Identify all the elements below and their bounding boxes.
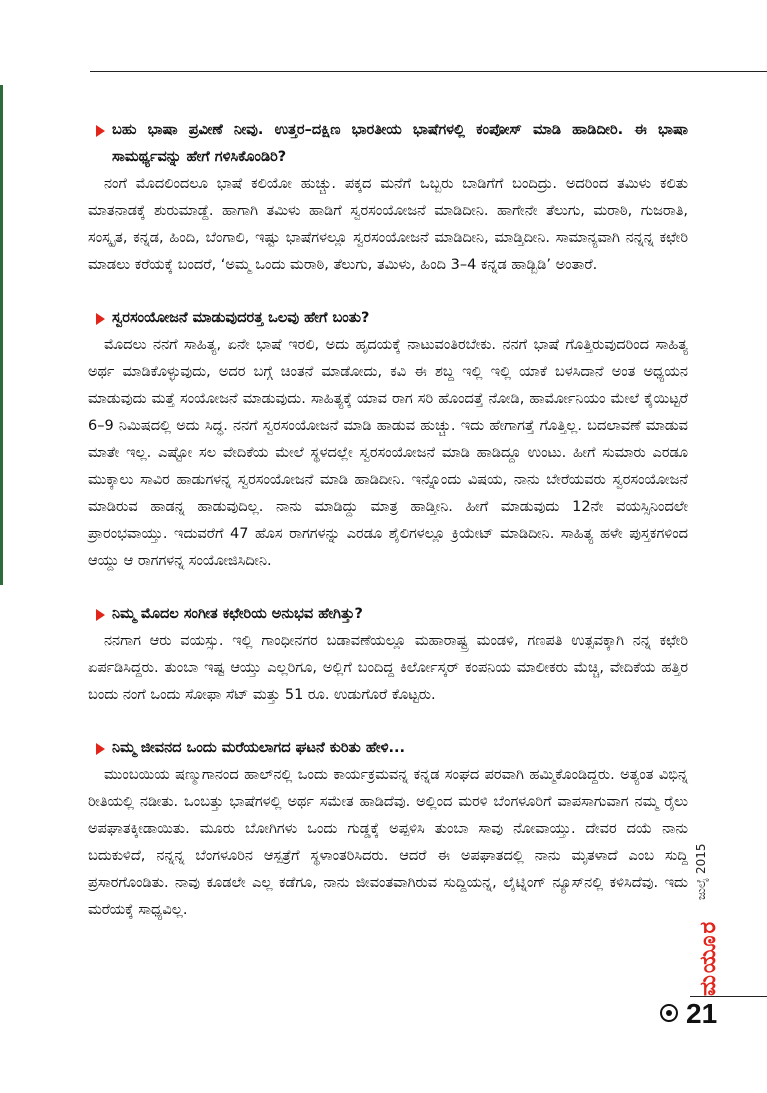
question-text: ಬಹು ಭಾಷಾ ಪ್ರವೀಣೆ ನೀವು. ಉತ್ತರ–ದಕ್ಷಿಣ ಭಾರತೀಯ ಭಾಷೆಗಳಲ್ಲಿ ಕಂಪೋಸ್ ಮಾಡಿ ಹಾಡಿದೀರಿ. ಈ ಭಾಷಾ ಸಾಮರ್ಥ್ಯವನ್ನು ಹೇಗೆ ಗಳಿಸಿಕೊಂಡಿರಿ? — [112, 122, 688, 165]
issue-date: ಜುಲೈ 2015 — [694, 843, 708, 900]
qa-section — [88, 117, 688, 279]
top-rule — [90, 71, 767, 72]
triangle-bullet-icon — [96, 743, 105, 755]
question — [88, 305, 688, 332]
answer-text: ಮೊದಲು ನನಗೆ ಸಾಹಿತ್ಯ, ಏನೇ ಭಾಷೆ ಇರಲಿ, ಅದು ಹೃದಯಕ್ಕೆ ನಾಟುವಂತಿರಬೇಕು. ನನಗೆ ಭಾಷೆ ಗೊತ್ತಿರುವುದರಿಂದ ಸಾಹಿತ್ಯ ಅರ್ಥ ಮಾಡಿಕೊಳ್ಳುವುದು, ಅದರ ಬಗ್ಗೆ ಚಿಂತನೆ ಮಾಡೋದು, ಕವಿ ಈ ಶಬ್ದ ಇಲ್ಲಿ ಇಲ್ಲಿ ಯಾಕೆ ಬಳಸಿದಾನೆ ಅಂತ ಅಧ್ಯಯನ ಮಾಡುವುದು ಮತ್ತೆ ಸಂಯೋಜನೆ ಮಾಡುವುದು. ಸಾಹಿತ್ಯಕ್ಕೆ ಯಾವ ರಾಗ ಸರಿ ಹೊಂದತ್ತೆ ನೋಡಿ, ಹಾರ್ಮೋನಿಯಂ ಮೇಲೆ ಕೈಯಿಟ್ಟರೆ 6–9 ನಿಮಿಷದಲ್ಲಿ ಅದು ಸಿದ್ಧ. ನನಗೆ ಸ್ವರಸಂಯೋಜನೆ ಮಾಡಿ ಹಾಡುವ ಹುಚ್ಚು. ಇದು ಹೇಗಾಗತ್ತೆ ಗೊತ್ತಿಲ್ಲ. ಬದಲಾವಣೆ ಮಾಡುವ ಮಾತೇ ಇಲ್ಲ. ಎಷ್ಟೋ ಸಲ ವೇದಿಕೆಯ ಮೇಲೆ ಸ್ಥಳದಲ್ಲೇ ಸ್ವರಸಂಯೋಜನೆ ಮಾಡಿ ಹಾಡಿದ್ದೂ ಉಂಟು. ಹೀಗೆ ಸುಮಾರು ಎರಡೂ ಮುಕ್ಕಾಲು ಸಾವಿರ ಹಾಡುಗಳನ್ನ ಸ್ವರಸಂಯೋಜನೆ ಮಾಡಿ ಹಾಡಿದೀನಿ. ಇನ್ನೊಂದು ವಿಷಯ, ನಾನು ಬೇರೆಯವರು ಸ್ವರಸಂಯೋಜನೆ ಮಾಡಿರುವ ಹಾಡನ್ನ ಹಾಡುವುದಿಲ್ಲ. ನಾನು ಮಾಡಿದ್ದು ಮಾತ್ರ ಹಾಡ್ತೀನಿ. ಹೀಗೆ ಮಾಡುವುದು 12ನೇ ವಯಸ್ಸಿನಿಂದಲೇ ಪ್ರಾರಂಭವಾಯ್ತು. ಇದುವರೆಗೆ 47 ಹೊಸ ರಾಗಗಳನ್ನು ಎರಡೂ ಶೈಲಿಗಳಲ್ಲೂ ಕ್ರಿಯೇಟ್ ಮಾಡಿದೀನಿ. ಸಾಹಿತ್ಯ ಹಳೇ ಪುಸ್ತಕಗಳಿಂದ ಆಯ್ದು ಆ ರಾಗಗಳನ್ನ ಸಂಯೋಜಿಸಿದೀನಿ. — [88, 337, 688, 569]
article-body — [88, 117, 688, 950]
answer-text: ನಂಗೆ ಮೊದಲಿಂದಲೂ ಭಾಷೆ ಕಲಿಯೋ ಹುಚ್ಚು. ಪಕ್ಕದ ಮನೆಗೆ ಒಬ್ಬರು ಬಾಡಿಗೆಗೆ ಬಂದಿದ್ರು. ಅದರಿಂದ ತಮಿಳು ಕಲಿತು ಮಾತನಾಡಕ್ಕೆ ಶುರುಮಾಡ್ದೆ. ಹಾಗಾಗಿ ತಮಿಳು ಹಾಡಿಗೆ ಸ್ವರಸಂಯೋಜನೆ ಮಾಡಿದೀನಿ. ಹಾಗೇನೇ ತೆಲುಗು, ಮರಾಠಿ, ಗುಜರಾತಿ, ಸಂಸ್ಕೃತ, ಕನ್ನಡ, ಹಿಂದಿ, ಬೆಂಗಾಲಿ, ಇಷ್ಟು ಭಾಷೆಗಳಲ್ಲೂ ಸ್ವರಸಂಯೋಜನೆ ಮಾಡಿದೀನಿ, ಮಾಡ್ತಿದೀನಿ. ಸಾಮಾನ್ಯವಾಗಿ ನನ್ನನ್ನ ಕಛೇರಿ ಮಾಡಲು ಕರೆಯಕ್ಕೆ ಬಂದರೆ, ‘ಅಮ್ಮ ಒಂದು ಮರಾಠಿ, ತೆಲುಗು, ತಮಿಳು, ಹಿಂದಿ 3–4 ಕನ್ನಡ ಹಾಡ್ಬಿಡಿ’ ಅಂತಾರೆ. — [88, 176, 688, 273]
footer-rule — [690, 996, 767, 997]
question-text: ನಿಮ್ಮ ಜೀವನದ ಒಂದು ಮರೆಯಲಾಗದ ಘಟನೆ ಕುರಿತು ಹೇಳಿ... — [112, 740, 406, 756]
page-number: 21 — [686, 998, 718, 1029]
answer-text: ನನಗಾಗ ಆರು ವಯಸ್ಸು. ಇಲ್ಲಿ ಗಾಂಧೀನಗರ ಬಡಾವಣೆಯಲ್ಲೂ ಮಹಾರಾಷ್ಟ್ರ ಮಂಡಳಿ, ಗಣಪತಿ ಉತ್ಸವಕ್ಕಾಗಿ ನನ್ನ ಕಛೇರಿ ಏರ್ಪಡಿಸಿದ್ದರು. ತುಂಬಾ ಇಷ್ಟ ಆಯ್ತು ಎಲ್ಲರಿಗೂ, ಅಲ್ಲಿಗೆ ಬಂದಿದ್ದ ಕಿರ್ಲೋಸ್ಕರ್ ಕಂಪನಿಯ ಮಾಲೀಕರು ಮೆಚ್ಚಿ, ವೇದಿಕೆಯ ಹತ್ತಿರ ಬಂದು ನಂಗೆ ಒಂದು ಸೋಫಾ ಸೆಟ್ ಮತ್ತು 51 ರೂ. ಉಡುಗೊರೆ ಕೊಟ್ಟರು. — [88, 633, 688, 703]
magazine-name: ಮಯೂರ — [696, 919, 721, 996]
triangle-bullet-icon — [96, 609, 105, 621]
question — [88, 117, 688, 171]
triangle-bullet-icon — [96, 125, 105, 137]
triangle-bullet-icon — [96, 313, 105, 325]
qa-section — [88, 601, 688, 709]
question-text: ನಿಮ್ಮ ಮೊದಲ ಸಂಗೀತ ಕಛೇರಿಯ ಅನುಭವ ಹೇಗಿತ್ತು? — [112, 606, 363, 622]
magazine-logo-icon — [660, 1004, 678, 1022]
question — [88, 735, 688, 762]
qa-section — [88, 305, 688, 575]
side-masthead — [688, 808, 732, 998]
question-text: ಸ್ವರಸಂಯೋಜನೆ ಮಾಡುವುದರತ್ತ ಒಲವು ಹೇಗೆ ಬಂತು? — [112, 310, 370, 326]
qa-section — [88, 735, 688, 924]
left-edge-bar — [0, 85, 3, 585]
answer-text: ಮುಂಬಯಿಯ ಷಣ್ಮುಗಾನಂದ ಹಾಲ್‌ನಲ್ಲಿ ಒಂದು ಕಾರ್ಯಕ್ರಮವನ್ನ ಕನ್ನಡ ಸಂಘದ ಪರವಾಗಿ ಹಮ್ಮಿಕೊಂಡಿದ್ದರು. ಅತ್ಯಂತ ವಿಭಿನ್ನ ರೀತಿಯಲ್ಲಿ ನಡೀತು. ಒಂಬತ್ತು ಭಾಷೆಗಳಲ್ಲಿ ಅರ್ಥ ಸಮೇತ ಹಾಡಿದೆವು. ಅಲ್ಲಿಂದ ಮರಳಿ ಬೆಂಗಳೂರಿಗೆ ವಾಪಸಾಗುವಾಗ ನಮ್ಮ ರೈಲು ಅಪಘಾತಕ್ಕೀಡಾಯಿತು. ಮೂರು ಬೋಗಿಗಳು ಒಂದು ಗುಡ್ಡಕ್ಕೆ ಅಪ್ಪಳಿಸಿ ತುಂಬಾ ಸಾವು ನೋವಾಯ್ತು. ದೇವರ ದಯೆ ನಾನು ಬದುಕುಳಿದೆ, ನನ್ನನ್ನ ಬೆಂಗಳೂರಿನ ಆಸ್ಪತ್ರೆಗೆ ಸ್ಥಳಾಂತರಿಸಿದರು. ಆದರೆ ಈ ಅಪಘಾತದಲ್ಲಿ ನಾನು ಮೃತಳಾದೆ ಎಂಬ ಸುದ್ದಿ ಪ್ರಸಾರಗೊಂಡಿತು. ನಾವು ಕೂಡಲೇ ಎಲ್ಲ ಕಡೆಗೂ, ನಾನು ಜೀವಂತವಾಗಿರುವ ಸುದ್ದಿಯನ್ನ, ಲೈಟ್ನಿಂಗ್ ನ್ಯೂಸ್‌ನಲ್ಲಿ ಕಳಿಸಿದೆವು. ಇದು ಮರೆಯಕ್ಕೆ ಸಾಧ್ಯವಿಲ್ಲ. — [88, 767, 688, 918]
question — [88, 601, 688, 628]
